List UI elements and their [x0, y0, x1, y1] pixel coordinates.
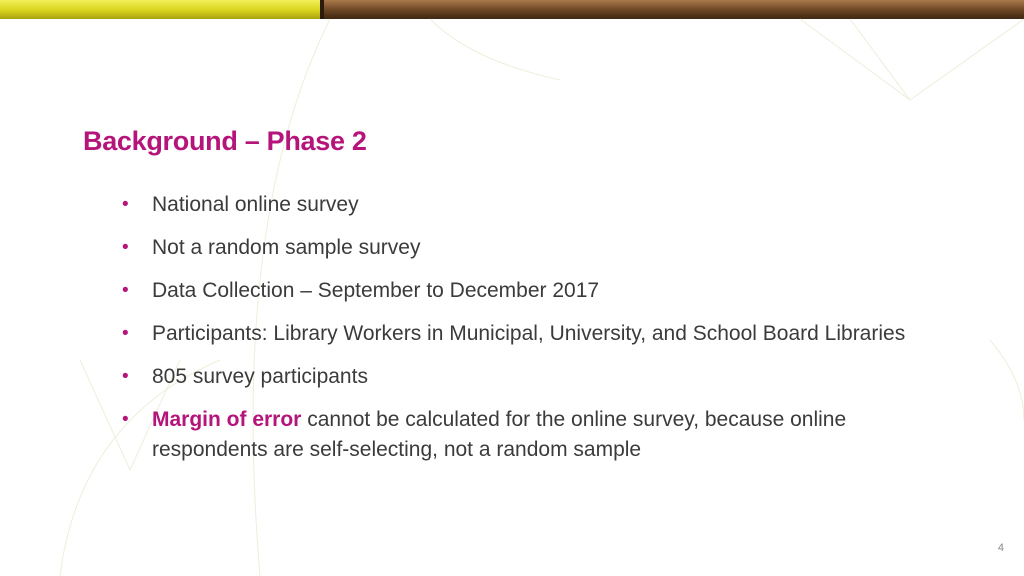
bullet-dot-icon: •	[122, 366, 129, 387]
list-item	[122, 190, 942, 220]
bullet-text: Not a random sample survey	[152, 236, 421, 259]
page-number: 4	[997, 542, 1004, 554]
slide-title: Background – Phase 2	[83, 126, 367, 156]
list-item	[122, 319, 942, 349]
bullet-dot-icon: •	[122, 194, 129, 215]
list-item	[122, 276, 942, 306]
highlight-text: Margin of error	[152, 408, 302, 431]
list-item	[122, 405, 942, 465]
bullet-dot-icon: •	[122, 237, 129, 258]
bullet-dot-icon: •	[122, 280, 129, 301]
bullet-text: cannot be calculated for the online survey, because online respondents are self-selecting, not a random sample	[152, 408, 847, 461]
bullet-text: Data Collection – September to December 2017	[152, 279, 600, 302]
bullet-text: National online survey	[152, 193, 359, 216]
bullet-dot-icon: •	[122, 409, 129, 430]
bullet-text: Participants: Library Workers in Municipal, University, and School Board Libraries	[152, 322, 906, 345]
list-item	[122, 362, 942, 392]
bullet-dot-icon: •	[122, 323, 129, 344]
list-item	[122, 233, 942, 263]
bullet-list	[122, 190, 942, 478]
bullet-text: 805 survey participants	[152, 365, 368, 388]
